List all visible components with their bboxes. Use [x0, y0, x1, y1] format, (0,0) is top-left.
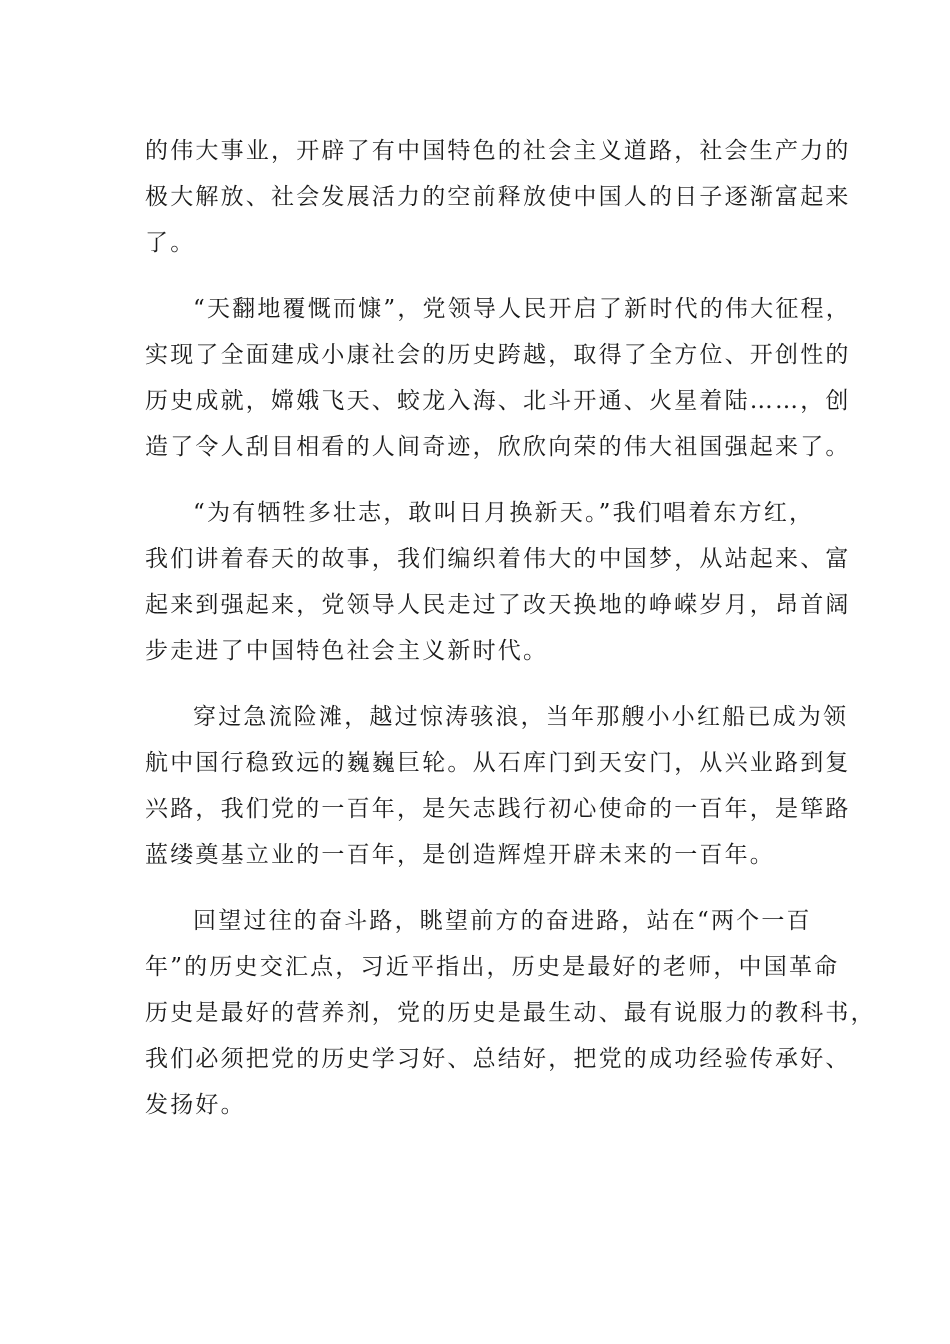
paragraph-1 — [145, 128, 851, 266]
paragraph-5 — [145, 898, 876, 1128]
text-line: 蓝缕奠基立业的一百年，是创造辉煌开辟未来的一百年。 — [145, 842, 775, 868]
text-line: “天翻地覆慨而慷”，党领导人民开启了新时代的伟大征程， — [193, 296, 851, 322]
text-line: 发扬好。 — [145, 1092, 246, 1118]
text-line: 回望过往的奋斗路，眺望前方的奋进路，站在“两个一百 — [193, 908, 812, 934]
body-text — [145, 128, 876, 1128]
text-line: 的伟大事业，开辟了有中国特色的社会主义道路，社会生产力的 — [145, 138, 851, 164]
text-line: 我们必须把党的历史学习好、总结好，把党的成功经验传承好、 — [145, 1046, 851, 1072]
text-line: 历史成就，嫦娥飞天、蛟龙入海、北斗开通、火星着陆……，创 — [145, 388, 851, 414]
text-line: 极大解放、社会发展活力的空前释放使中国人的日子逐渐富起来 — [145, 184, 851, 210]
text-line: 我们讲着春天的故事，我们编织着伟大的中国梦，从站起来、富 — [145, 546, 851, 572]
text-line: 起来到强起来，党领导人民走过了改天换地的峥嵘岁月，昂首阔 — [145, 592, 851, 618]
text-line: 兴路，我们党的一百年，是矢志践行初心使命的一百年，是筚路 — [145, 796, 851, 822]
text-line: 航中国行稳致远的巍巍巨轮。从石库门到天安门，从兴业路到复 — [145, 750, 851, 776]
text-line: 步走进了中国特色社会主义新时代。 — [145, 638, 549, 664]
paragraph-4 — [145, 694, 851, 878]
paragraph-3 — [145, 490, 851, 674]
text-line: “为有牺牲多壮志，敢叫日月换新天。”我们唱着东方红， — [193, 500, 815, 526]
paragraph-2 — [145, 286, 851, 470]
text-line: 历史是最好的营养剂，党的历史是最生动、最有说服力的教科书， — [145, 1000, 876, 1026]
text-line: 年”的历史交汇点，习近平指出，历史是最好的老师，中国革命 — [145, 954, 840, 980]
text-line: 了。 — [145, 230, 196, 256]
text-line: 实现了全面建成小康社会的历史跨越，取得了全方位、开创性的 — [145, 342, 851, 368]
text-line: 穿过急流险滩，越过惊涛骇浪，当年那艘小小红船已成为领 — [193, 704, 849, 730]
text-line: 造了令人刮目相看的人间奇迹，欣欣向荣的伟大祖国强起来了。 — [145, 434, 851, 460]
